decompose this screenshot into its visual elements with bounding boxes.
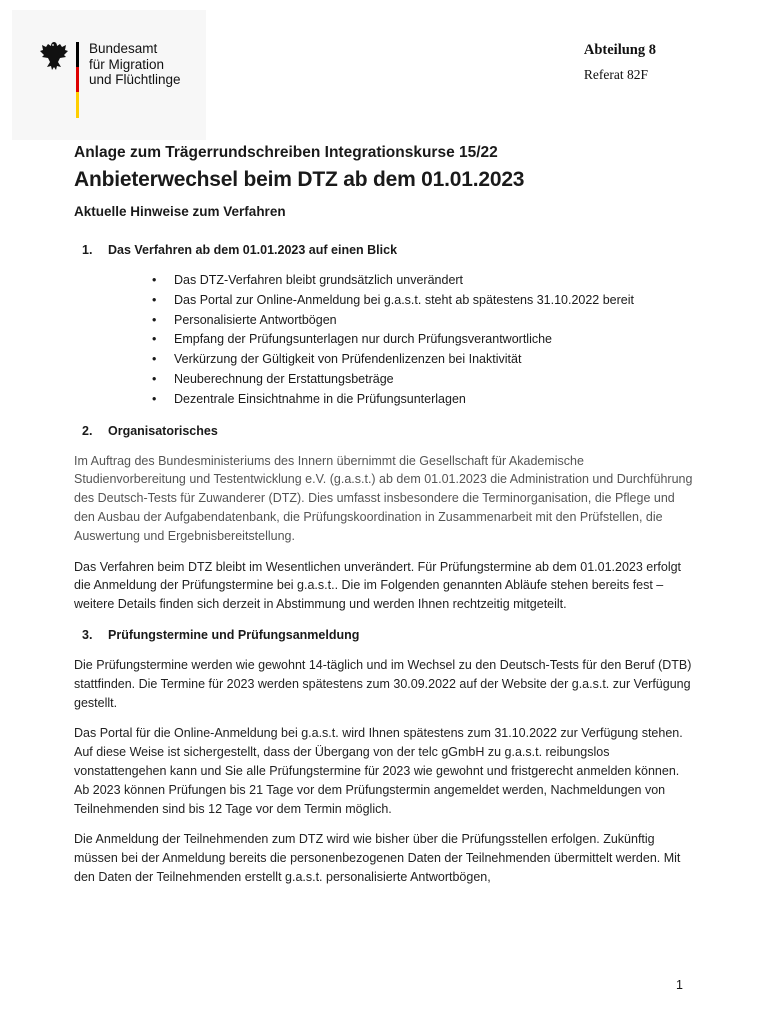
list-item-text: Das DTZ-Verfahren bleibt grundsätzlich unverändert (174, 273, 464, 287)
section-heading (74, 628, 694, 642)
list-item-text: Empfang der Prüfungsunterlagen nur durch Prüfungsverantwortliche (174, 332, 552, 347)
section-heading (74, 424, 694, 438)
section-title: Das Verfahren ab dem 01.01.2023 auf einen Blick (108, 243, 398, 257)
list-item (152, 370, 694, 390)
section-title: Prüfungstermine und Prüfungsanmeldung (108, 627, 360, 642)
paragraph: Das Verfahren beim DTZ bleibt im Wesentlichen unverändert. Für Prüfungstermine ab dem 01.01.2023 erfolgt die Anmeldung der Prüfungstermine bei g.a.s.t.. Die im Folgenden genannten Abläufe stehen bereits fest – weitere Details finden sich derzeit in Abstimmung und werden Ihnen rechtzeitig mitgeteilt. (74, 559, 682, 612)
paragraph: Die Anmeldung der Teilnehmenden zum DTZ wird wie bisher über die Prüfungsstellen erfolgen. Zukünftig müssen bei der Anmeldung bereits die personenbezogenen Daten der Teilnehmenden übermittelt werden. Mit den Daten der Teilnehmenden erstellt g.a.s.t. personalisierte Antwortbögen, (74, 832, 681, 884)
document-body (74, 140, 694, 899)
list-item (152, 291, 694, 311)
bullet-icon: • (152, 391, 157, 406)
bullet-icon: • (152, 273, 157, 287)
list-item (152, 390, 694, 410)
department-block (584, 42, 656, 83)
page-number: 1 (676, 978, 683, 992)
agency-line: Bundesamt (89, 41, 158, 56)
section-heading (74, 243, 694, 257)
paragraph: Das Portal für die Online-Anmeldung bei g.a.s.t. wird Ihnen spätestens zum 31.10.2022 zur Verfügung stehen. Auf diese Weise ist sichergestellt, dass der Übergang von der telc gGmbH zu g.a.s.t. reibungslos vonstattengehen kann und Sie alle Prüfungstermine für 2023 wie gewohnt und fristgerecht anmelden können. Ab 2023 können Prüfungen bis 21 Tage vor dem Prüfungstermin angemeldet werden, Nachmeldungen von Teilnehmenden sind bis 12 Tage vor dem Termin möglich. (74, 726, 683, 816)
bullet-icon: • (152, 312, 157, 327)
section-number: 1. (82, 243, 93, 257)
list-item (152, 311, 694, 331)
list-item-text: Verkürzung der Gültigkeit von Prüfendenlizenzen bei Inaktivität (174, 352, 522, 367)
bullet-icon: • (152, 292, 157, 307)
agency-line: und Flüchtlinge (89, 72, 181, 87)
section-title: Organisatorisches (108, 423, 218, 438)
department-label: Abteilung 8 (583, 42, 656, 58)
list-item (152, 271, 694, 291)
bullet-icon: • (152, 332, 157, 347)
document-supertitle: Anlage zum Trägerrundschreiben Integrationskurse 15/22 (74, 144, 498, 161)
agency-line: für Migration (89, 56, 165, 72)
federal-flag-stripe (76, 42, 79, 118)
list-item-text: Personalisierte Antwortbögen (174, 312, 337, 327)
list-item (152, 330, 694, 350)
bullet-icon: • (152, 371, 157, 386)
list-item (152, 350, 694, 370)
list-item-text: Neuberechnung der Erstattungsbeträge (174, 371, 394, 386)
section-number: 3. (82, 627, 93, 642)
list-item-text: Dezentrale Einsichtnahme in die Prüfungsunterlagen (174, 391, 466, 406)
bullet-icon: • (152, 352, 157, 367)
document-subtitle: Aktuelle Hinweise zum Verfahren (74, 204, 286, 219)
overview-bullet-list (152, 271, 694, 410)
paragraph: Im Auftrag des Bundesministeriums des Innern übernimmt die Gesellschaft für Akademische Studienvorbereitung und Testentwicklung e.V. (g.a.s.t.) ab dem 01.01.2023 die Administration und Durchführung des Deutsch-Tests für Zuwanderer (DTZ). Dies umfasst insbesondere die Terminorganisation, die Pflege und den Ausbau der Aufgabendatenbank, die Prüfungskoordination in Zusammenarbeit mit den Prüfstellen, die Auswertung und Ergebnisbereitstellung. (74, 453, 693, 543)
section-number: 2. (82, 423, 93, 438)
paragraph: Die Prüfungstermine werden wie gewohnt 14-täglich und im Wechsel zu den Deutsch-Tests für den Beruf (DTB) stattfinden. Die Termine für 2023 werden spätestens zum 30.09.2022 auf der Website der g.a.s.t. zur Verfügung gestellt. (74, 657, 692, 710)
document-title: Anbieterwechsel beim DTZ ab dem 01.01.2023 (74, 168, 525, 191)
list-item-text: Das Portal zur Online-Anmeldung bei g.a.s.t. steht ab spätestens 31.10.2022 bereit (174, 292, 634, 307)
agency-name (89, 41, 181, 88)
unit-label: Referat 82F (583, 67, 648, 82)
federal-eagle-icon (39, 40, 69, 72)
